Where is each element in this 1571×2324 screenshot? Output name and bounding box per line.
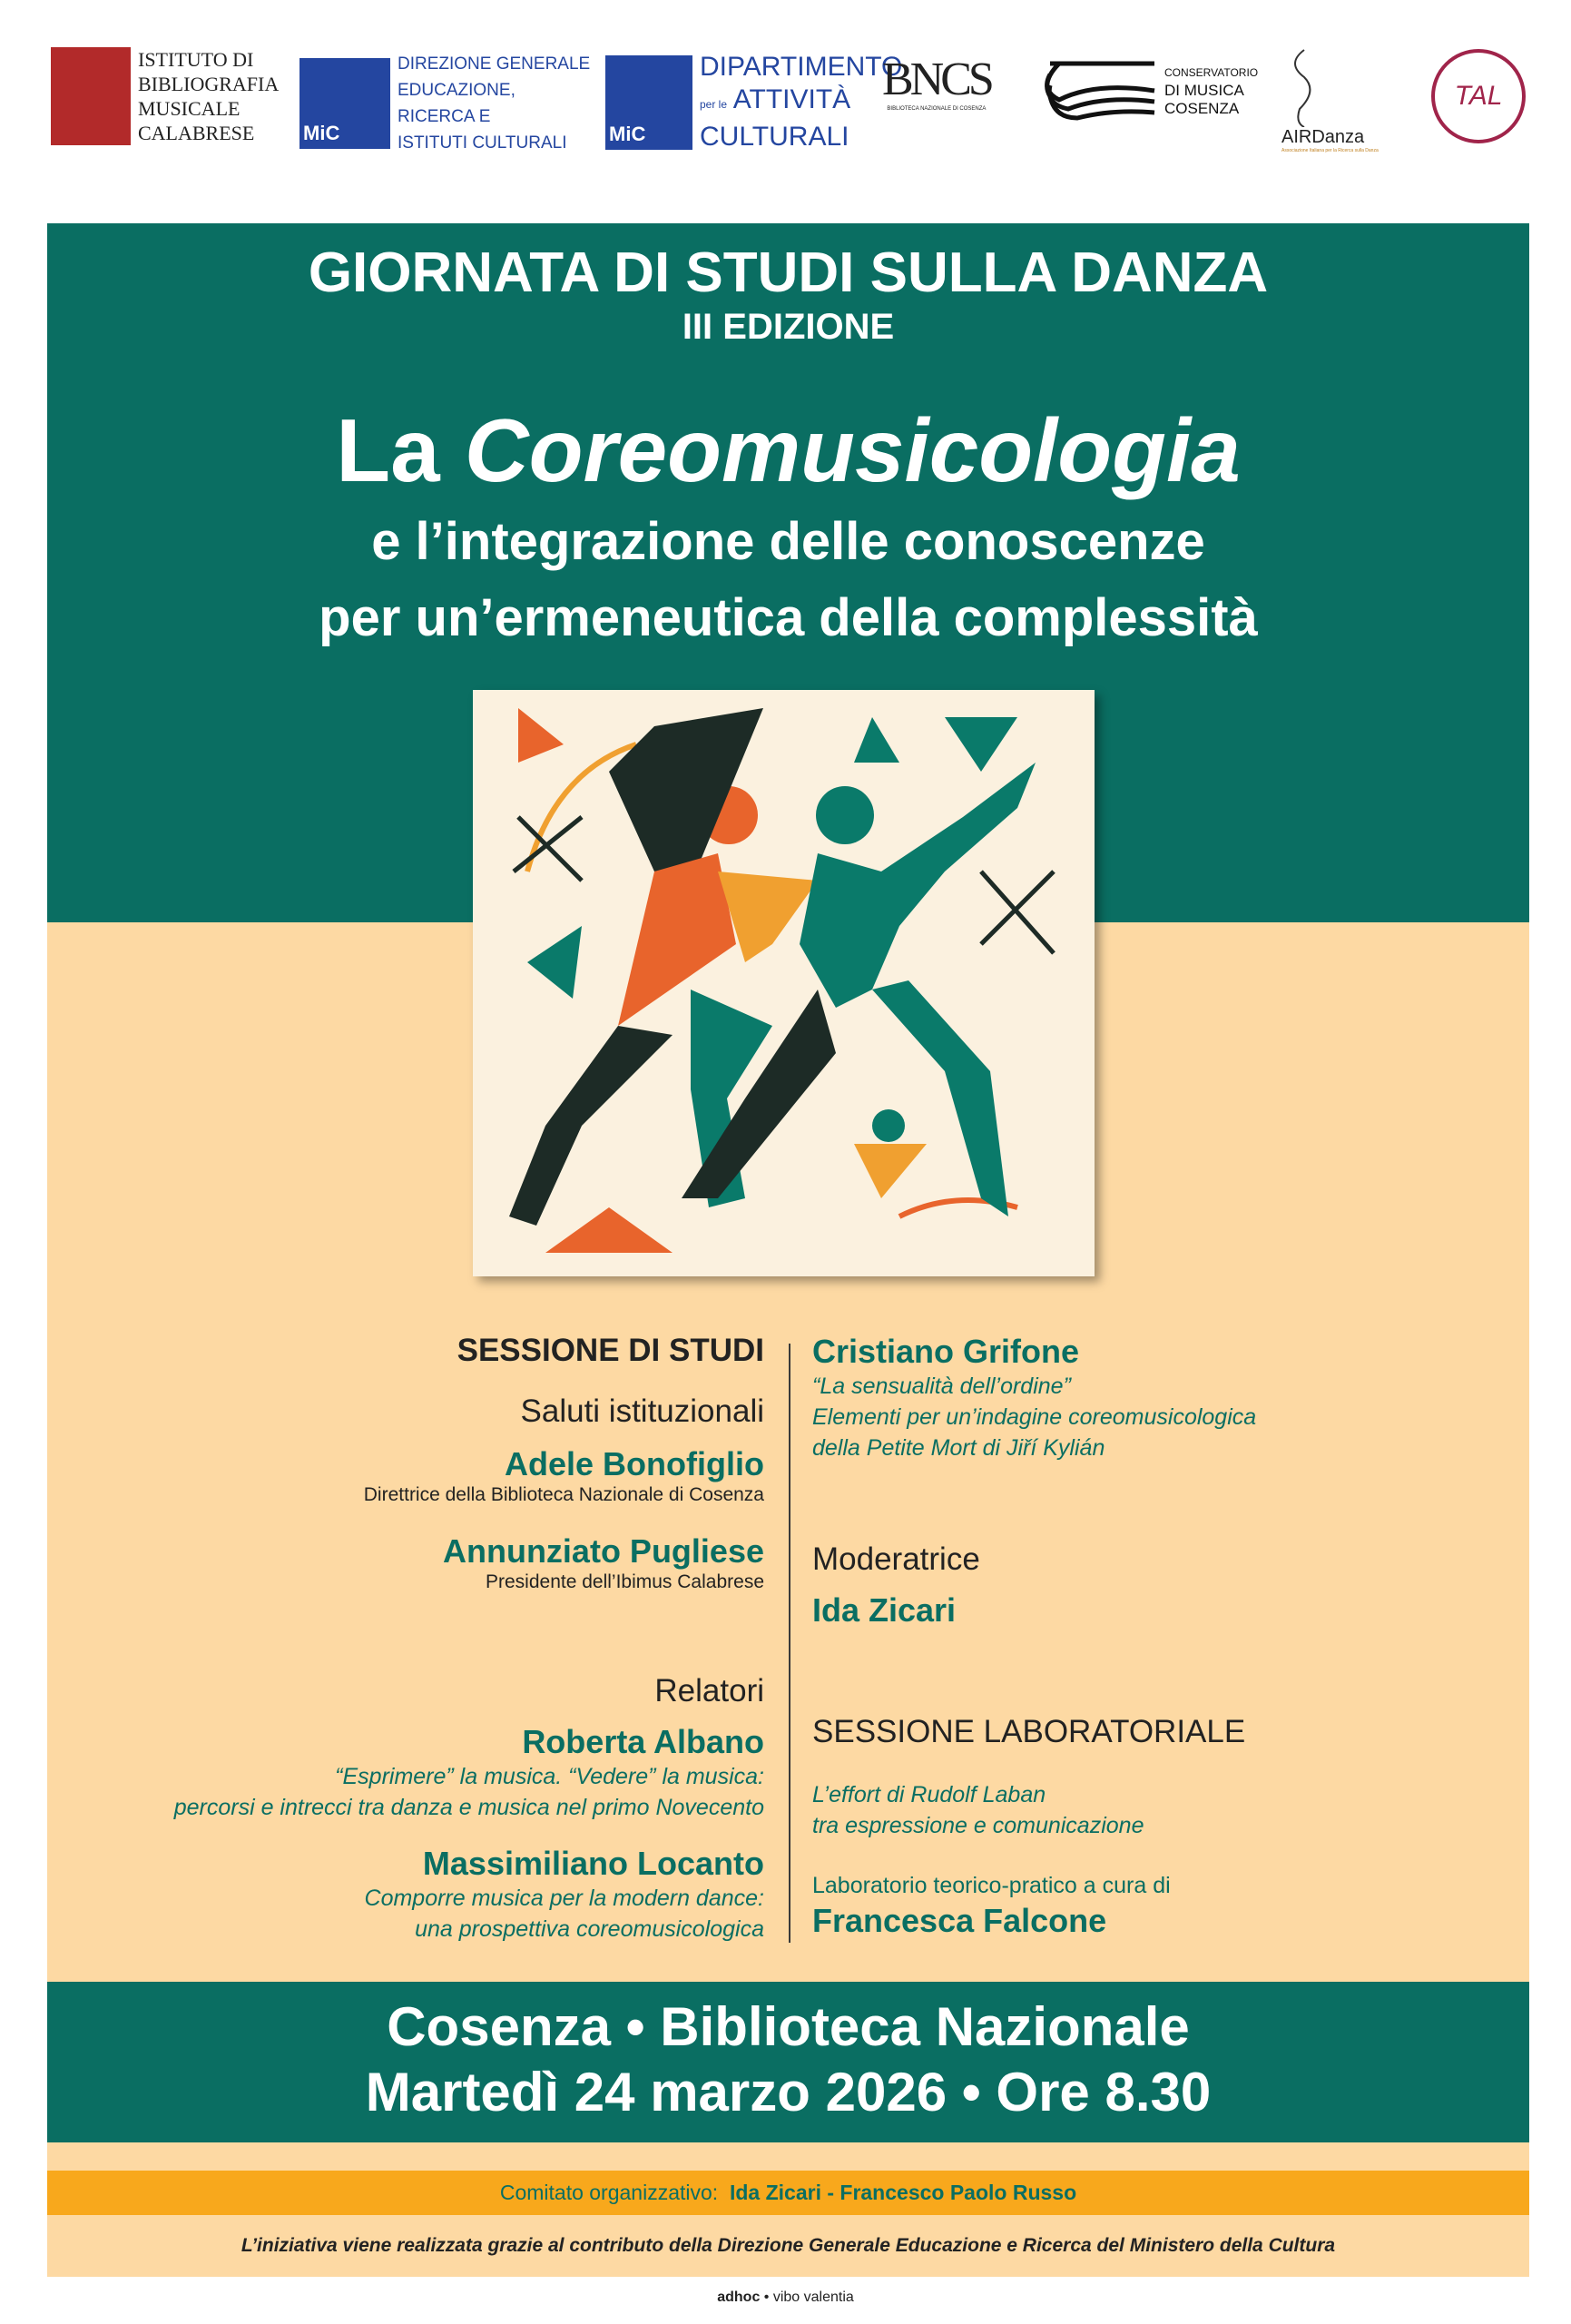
talk-line: della Petite Mort di Jiří Kylián bbox=[812, 1435, 1105, 1461]
speaker-role: Presidente dell’Ibimus Calabrese bbox=[486, 1571, 764, 1592]
talk-title bbox=[174, 1761, 764, 1823]
speaker-name: Massimiliano Locanto bbox=[422, 1845, 764, 1882]
logo-text: ISTITUTI CULTURALI bbox=[398, 133, 567, 153]
committee-band bbox=[47, 2171, 1529, 2215]
logo-text: ATTIVITÀ bbox=[732, 84, 851, 114]
partner-logos bbox=[47, 36, 1529, 182]
conservatorio-waves-icon bbox=[1041, 54, 1159, 127]
logo-text: ISTITUTO DI bbox=[138, 48, 254, 71]
column-divider bbox=[789, 1344, 790, 1943]
talk-line: “La sensualità dell’ordine” bbox=[812, 1374, 1071, 1399]
mic-mark-icon: MiC bbox=[605, 55, 692, 150]
airdanza-figure-icon bbox=[1281, 45, 1327, 127]
triangle-shape bbox=[545, 1207, 673, 1253]
mic-dg-logo bbox=[299, 51, 590, 156]
logo-text: CONSERVATORIO bbox=[1164, 66, 1259, 79]
committee-label: Comitato organizzativo: bbox=[499, 2181, 719, 2204]
talk-title bbox=[812, 1371, 1256, 1463]
triangle-shape bbox=[854, 717, 899, 763]
dancer-leg bbox=[509, 1026, 673, 1226]
logo-text: DIPARTIMENTO bbox=[700, 52, 903, 82]
speaker-name: Adele Bonofiglio bbox=[505, 1445, 764, 1482]
logo-text: Associazione Italiana per la Ricerca sulla Danza bbox=[1281, 148, 1379, 153]
logo-text: CULTURALI bbox=[700, 122, 849, 152]
lab-line: tra espressione e comunicazione bbox=[812, 1813, 1144, 1838]
credit-brand: adhoc bbox=[717, 2290, 761, 2305]
acknowledgment: L’iniziativa viene realizzata grazie al contributo della Direzione Generale Educazione e Ricerca del Ministero della Cultura bbox=[241, 2235, 1336, 2256]
speaker-name: Cristiano Grifone bbox=[812, 1333, 1080, 1370]
session-heading: SESSIONE DI STUDI bbox=[457, 1333, 764, 1368]
main-title-italic: Coreomusicologia bbox=[464, 400, 1241, 500]
lab-line: L’effort di Rudolf Laban bbox=[812, 1782, 1046, 1807]
dancers-illustration bbox=[473, 690, 1095, 1276]
logo-text: BIBLIOGRAFIA bbox=[138, 73, 280, 95]
logo-text: COSENZA bbox=[1164, 100, 1240, 117]
airdanza-logo bbox=[1281, 45, 1379, 153]
logo-text: CALABRESE bbox=[138, 122, 255, 144]
ibimus-logo bbox=[51, 47, 279, 145]
mic-mark-icon: MiC bbox=[299, 58, 390, 149]
talk-title bbox=[365, 1883, 764, 1945]
logo-text: MUSICALE bbox=[138, 97, 241, 120]
bnc-logo bbox=[882, 53, 991, 112]
talk-line: Elementi per un’indagine coreomusicologica bbox=[812, 1404, 1257, 1430]
logo-text: BIBLIOTECA NAZIONALE DI COSENZA bbox=[887, 106, 987, 112]
talk-line: “Esprimere” la musica. “Vedere” la musica: bbox=[335, 1764, 764, 1789]
mic-dipartimento-logo bbox=[605, 51, 902, 153]
triangle-shape bbox=[518, 708, 564, 763]
logo-text: DIREZIONE GENERALE bbox=[398, 54, 591, 74]
bnc-mark-icon: BNCS bbox=[882, 54, 991, 105]
lab-by: Laboratorio teorico-pratico a cura di bbox=[812, 1873, 1171, 1898]
speaker-name: Roberta Albano bbox=[522, 1723, 764, 1760]
lab-leader-name: Francesca Falcone bbox=[812, 1902, 1107, 1939]
logo-text: RICERCA E bbox=[398, 107, 491, 126]
greetings-heading: Saluti istituzionali bbox=[520, 1393, 764, 1429]
triangle-shape bbox=[854, 1144, 927, 1198]
logo-text: TAL bbox=[1454, 81, 1503, 111]
subtitle bbox=[47, 504, 1529, 656]
moderator-heading: Moderatrice bbox=[812, 1541, 980, 1577]
relatori-heading: Relatori bbox=[654, 1673, 764, 1709]
venue: Cosenza • Biblioteca Nazionale bbox=[387, 1996, 1190, 2057]
lab-session-heading: SESSIONE LABORATORIALE bbox=[812, 1714, 1246, 1749]
talk-line: percorsi e intrecci tra danza e musica nel primo Novecento bbox=[173, 1795, 764, 1820]
circle-shape bbox=[872, 1109, 905, 1142]
lab-title bbox=[812, 1779, 1144, 1841]
date-time: Martedì 24 marzo 2026 • Ore 8.30 bbox=[365, 2062, 1212, 2122]
main-title bbox=[47, 399, 1529, 502]
main-title-plain: La bbox=[336, 400, 465, 500]
conservatorio-logo bbox=[1041, 54, 1258, 127]
dancer-body bbox=[618, 853, 736, 1026]
logo-text: per le bbox=[700, 98, 728, 111]
cross-shape bbox=[514, 817, 582, 881]
triangle-shape bbox=[945, 717, 1017, 772]
subtitle-line: e l’integrazione delle conoscenze bbox=[371, 512, 1205, 571]
moderator-name: Ida Zicari bbox=[812, 1591, 957, 1629]
ibimus-mark-icon bbox=[51, 47, 131, 145]
speaker-name: Annunziato Pugliese bbox=[442, 1532, 764, 1570]
credit-location: • vibo valentia bbox=[760, 2290, 854, 2305]
subtitle-line: per un’ermeneutica della complessità bbox=[319, 588, 1258, 647]
talk-line: Comporre musica per la modern dance: bbox=[364, 1886, 764, 1911]
logo-text: AIRDanza bbox=[1281, 127, 1365, 147]
event-title: GIORNATA DI STUDI SULLA DANZA bbox=[308, 241, 1269, 304]
tal-logo bbox=[1431, 49, 1526, 143]
talk-line: una prospettiva coreomusicologica bbox=[415, 1916, 764, 1942]
logo-text: EDUCAZIONE, bbox=[398, 81, 515, 100]
print-credit bbox=[0, 2290, 1571, 2306]
edition: III EDIZIONE bbox=[682, 307, 895, 347]
logo-text: DI MUSICA bbox=[1164, 82, 1244, 99]
triangle-shape bbox=[527, 926, 582, 999]
venue-band bbox=[47, 1982, 1529, 2142]
committee-names: Ida Zicari - Francesco Paolo Russo bbox=[729, 2181, 1077, 2204]
cross-shape bbox=[981, 872, 1054, 953]
speaker-role: Direttrice della Biblioteca Nazionale di Cosenza bbox=[363, 1484, 764, 1505]
dancer-head bbox=[816, 786, 874, 844]
